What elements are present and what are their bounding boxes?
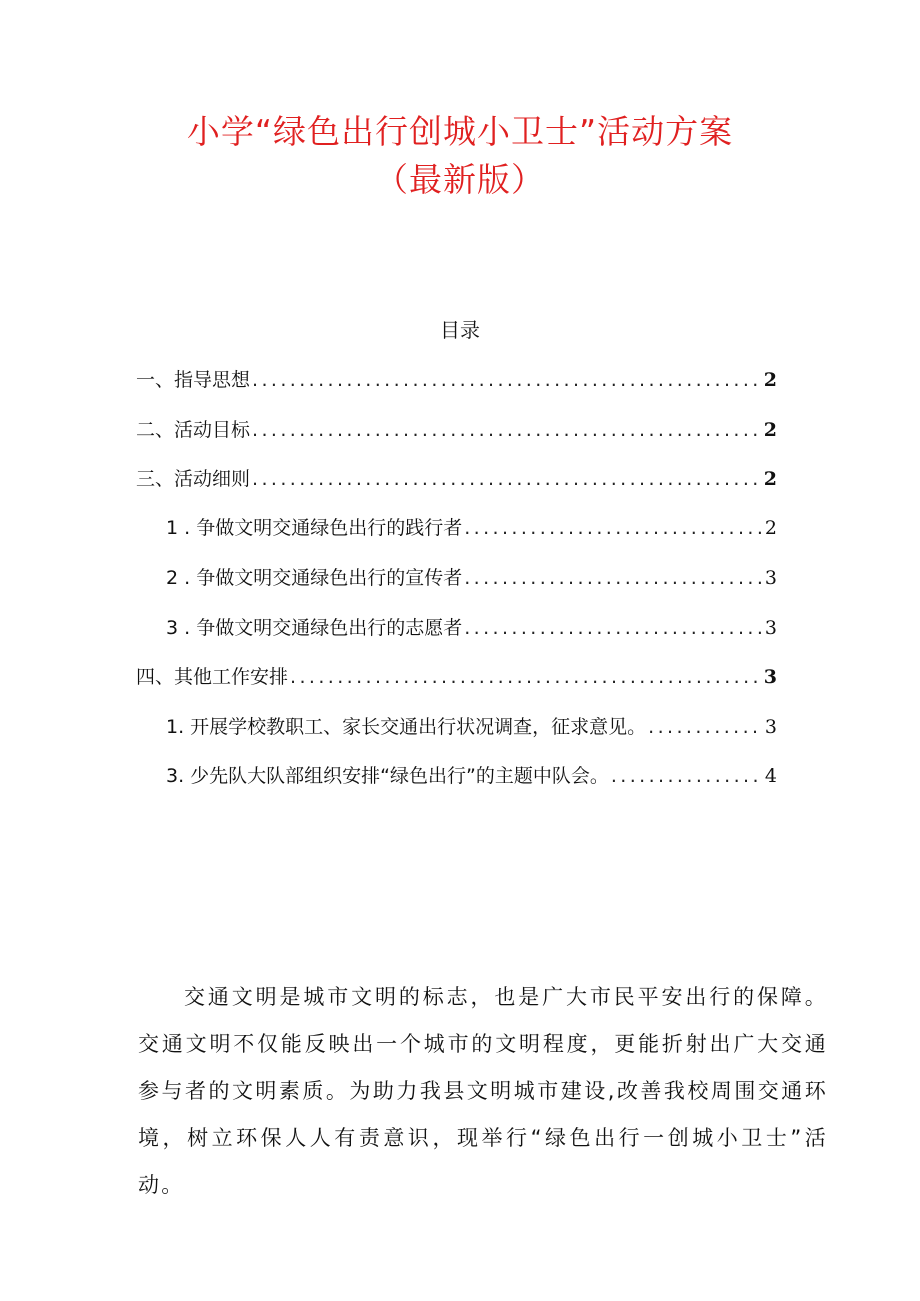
toc-leader-dots [252, 470, 760, 489]
toc-entry-page: 3 [763, 666, 777, 688]
toc-entry-label: 1. 开展学校教职工、家长交通出行状况调查，征求意见。 [166, 716, 647, 738]
toc-entry-label: 二、活动目标 [136, 419, 251, 441]
toc-entry-page: 2 [763, 419, 777, 441]
toc-entry-label: 一、指导思想 [136, 369, 251, 391]
toc-entry-promoter[interactable] [166, 569, 777, 588]
toc-entry-guiding-ideology[interactable] [136, 371, 777, 390]
toc-leader-dots [464, 519, 761, 538]
document-subtitle: （最新版） [375, 160, 545, 199]
document-title: 小学“绿色出行创城小卫士”活动方案 [186, 112, 734, 151]
toc-entry-volunteer[interactable] [166, 619, 777, 638]
toc-leader-dots [611, 767, 761, 786]
toc-entry-theme-meeting[interactable] [166, 767, 777, 786]
toc-entry-page: 4 [764, 765, 777, 787]
toc-entry-label: 2 . 争做文明交通绿色出行的宣传者 [166, 567, 463, 589]
toc-entry-page: 3 [764, 617, 777, 639]
toc-entry-label: 3 . 争做文明交通绿色出行的志愿者 [166, 617, 463, 639]
toc-entry-practitioner[interactable] [166, 519, 777, 538]
toc-entry-page: 2 [763, 468, 777, 490]
toc-entry-label: 1 . 争做文明交通绿色出行的践行者 [166, 517, 463, 539]
toc-entry-activity-goals[interactable] [136, 421, 777, 440]
toc-leader-dots [464, 569, 761, 588]
toc-entry-other-arrangements[interactable] [136, 668, 777, 687]
intro-paragraph: 交通文明是城市文明的标志，也是广大市民平安出行的保障。交通文明不仅能反映出一个城市的文明程度，更能折射出广大交通参与者的文明素质。为助力我县文明城市建设,改善我校周围交通环境，树立环保人人有责意识，现举行“绿色出行一创城小卫士”活动。 [138, 985, 828, 1197]
toc-heading: 目录 [440, 318, 480, 342]
toc-entry-page: 2 [763, 369, 777, 391]
toc-leader-dots [252, 421, 760, 440]
toc-leader-dots [648, 718, 761, 737]
toc-entry-label: 三、活动细则 [136, 468, 251, 490]
toc-leader-dots [464, 619, 761, 638]
toc-entry-page: 3 [764, 716, 777, 738]
toc-entry-label: 四、其他工作安排 [136, 666, 289, 688]
toc-entry-label: 3. 少先队大队部组织安排“绿色出行”的主题中队会。 [166, 765, 609, 787]
toc-leader-dots [252, 371, 760, 390]
toc-leader-dots [290, 668, 760, 687]
toc-entry-page: 2 [764, 517, 777, 539]
toc-entry-page: 3 [764, 567, 777, 589]
toc-entry-activity-rules[interactable] [136, 470, 777, 489]
toc-entry-survey[interactable] [166, 718, 777, 737]
